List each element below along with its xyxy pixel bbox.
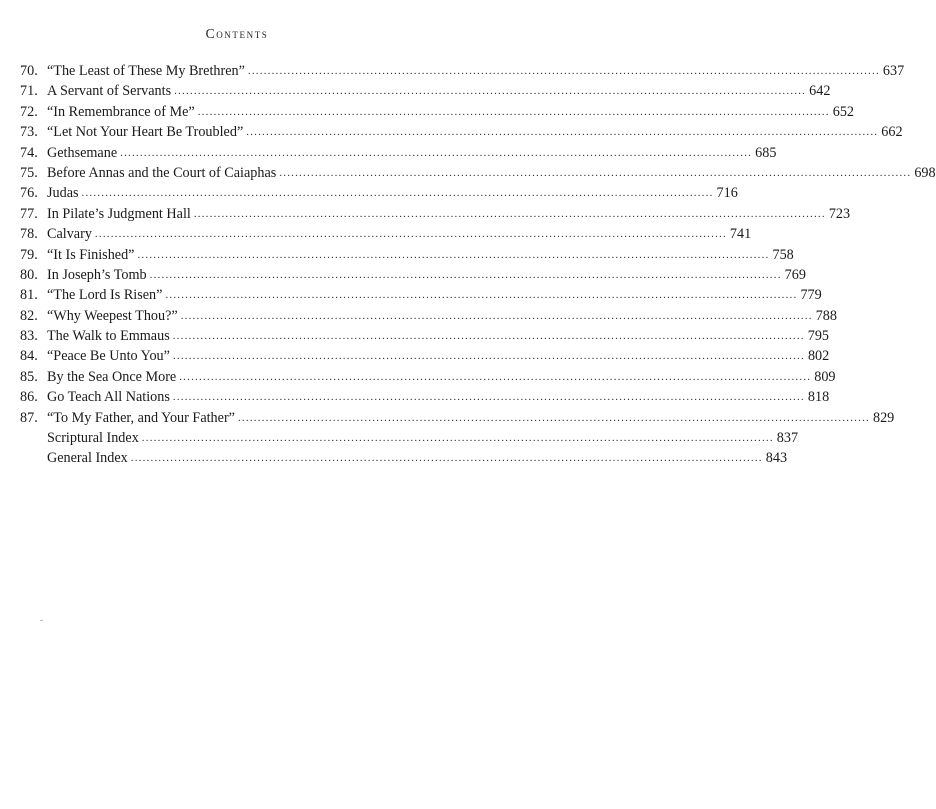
dot-leader: ................................................................................................................................................................: [237, 411, 870, 424]
entry-title: “Peace Be Unto You”: [47, 348, 170, 365]
entry-title: Scriptural Index: [47, 430, 139, 447]
entry-page: 662: [881, 124, 903, 141]
entry-page: 716: [716, 185, 738, 202]
entry-number: 80.: [20, 266, 38, 283]
dot-leader: ................................................................................................................................................................: [149, 268, 782, 281]
dot-leader: ................................................................................................................................................................: [247, 65, 880, 77]
entry-page: 741: [729, 226, 752, 243]
entry-page: 802: [807, 348, 830, 365]
scan-speck: [40, 620, 43, 621]
dot-leader: ................................................................................................................................................................: [165, 289, 798, 302]
entry-title: “Why Weepest Thou?”: [47, 307, 178, 324]
toc-entry-78: [20, 224, 752, 244]
entry-page: 642: [809, 83, 831, 100]
entry-page: 795: [807, 328, 829, 345]
toc-entry-85: [20, 367, 836, 387]
entry-title: “It Is Finished”: [47, 246, 135, 263]
entry-title: Calvary: [47, 226, 92, 243]
toc-entry-75: [20, 163, 936, 183]
toc-entry-71: [20, 81, 831, 101]
dot-leader: ................................................................................................................................................................: [279, 166, 912, 179]
entry-page: 809: [814, 368, 836, 385]
entry-page: 769: [784, 266, 806, 283]
entry-number: 72.: [20, 103, 38, 120]
toc-entry-72: [20, 102, 854, 122]
dot-leader: ................................................................................................................................................................: [137, 248, 770, 261]
entry-number: 82.: [20, 307, 38, 324]
entry-title: “In Remembrance of Me”: [47, 103, 195, 120]
toc-entry-87: [20, 408, 895, 428]
entry-page: 723: [828, 205, 851, 222]
toc-entry-83: [20, 326, 829, 346]
entry-page: 818: [807, 389, 830, 406]
entry-page: 652: [832, 103, 854, 120]
dot-leader: ................................................................................................................................................................: [172, 391, 805, 404]
toc-entry-77: [20, 204, 851, 224]
dot-leader: ................................................................................................................................................................: [179, 370, 812, 383]
entry-number: 85.: [20, 368, 38, 385]
dot-leader: ................................................................................................................................................................: [172, 350, 805, 363]
entry-page: 779: [800, 287, 822, 304]
table-of-contents: [20, 61, 936, 469]
toc-entry-82: [20, 306, 837, 326]
toc-entry-70: [20, 61, 905, 81]
toc-entry-scriptural-index: [20, 428, 799, 448]
toc-entry-86: [20, 387, 830, 407]
entry-number: 87.: [20, 409, 38, 426]
entry-number: 77.: [20, 205, 38, 222]
entry-title: “The Lord Is Risen”: [47, 287, 163, 304]
toc-entry-80: [20, 265, 806, 285]
entry-title: Judas: [47, 185, 79, 202]
entry-number: 84.: [20, 348, 38, 365]
entry-number: 74.: [20, 144, 38, 161]
page-heading: Contents: [205, 26, 269, 41]
dot-leader: ................................................................................................................................................................: [81, 187, 714, 200]
entry-title: In Pilate’s Judgment Hall: [47, 205, 191, 222]
toc-entry-79: [20, 245, 794, 265]
dot-leader: ................................................................................................................................................................: [172, 330, 805, 343]
entry-number: 78.: [20, 226, 38, 243]
dot-leader: ................................................................................................................................................................: [180, 309, 813, 322]
toc-entry-84: [20, 346, 830, 366]
entry-number: 79.: [20, 246, 38, 263]
dot-leader: ................................................................................................................................................................: [174, 85, 807, 98]
entry-page: 837: [776, 430, 799, 447]
entry-page: 637: [882, 63, 905, 79]
entry-title: “The Least of These My Brethren”: [47, 63, 245, 79]
dot-leader: ................................................................................................................................................................: [197, 105, 830, 118]
entry-number: 86.: [20, 389, 38, 406]
entry-page: 788: [815, 307, 837, 324]
entry-title: General Index: [47, 450, 128, 467]
entry-title: “Let Not Your Heart Be Troubled”: [47, 124, 244, 141]
entry-title: Before Annas and the Court of Caiaphas: [47, 164, 277, 181]
entry-page: 698: [914, 164, 936, 181]
dot-leader: ................................................................................................................................................................: [246, 126, 879, 139]
entry-page: 843: [765, 450, 788, 467]
toc-entry-81: [20, 285, 822, 305]
entry-number: 75.: [20, 164, 38, 181]
dot-leader: ................................................................................................................................................................: [141, 432, 774, 445]
entry-number: 70.: [20, 63, 38, 79]
entry-page: 685: [755, 144, 777, 161]
toc-entry-general-index: [20, 448, 788, 468]
dot-leader: ................................................................................................................................................................: [94, 228, 727, 241]
dot-leader: ................................................................................................................................................................: [193, 207, 826, 220]
entry-number: 83.: [20, 328, 38, 345]
entry-title: A Servant of Servants: [47, 83, 172, 100]
entry-title: Go Teach All Nations: [47, 389, 170, 406]
entry-page: 758: [772, 246, 794, 263]
entry-title: By the Sea Once More: [47, 368, 177, 385]
entry-title: The Walk to Emmaus: [47, 328, 170, 345]
dot-leader: ................................................................................................................................................................: [130, 452, 763, 465]
entry-page: 829: [872, 409, 895, 426]
entry-number: 76.: [20, 185, 38, 202]
entry-number: 73.: [20, 124, 38, 141]
toc-entry-76: [20, 183, 738, 203]
entry-number: 71.: [20, 83, 38, 100]
toc-entry-74: [20, 143, 777, 163]
entry-title: Gethsemane: [47, 144, 118, 161]
dot-leader: ................................................................................................................................................................: [120, 146, 753, 159]
entry-title: “To My Father, and Your Father”: [47, 409, 235, 426]
entry-number: 81.: [20, 287, 38, 304]
entry-title: In Joseph’s Tomb: [47, 266, 147, 283]
toc-entry-73: [20, 122, 903, 142]
